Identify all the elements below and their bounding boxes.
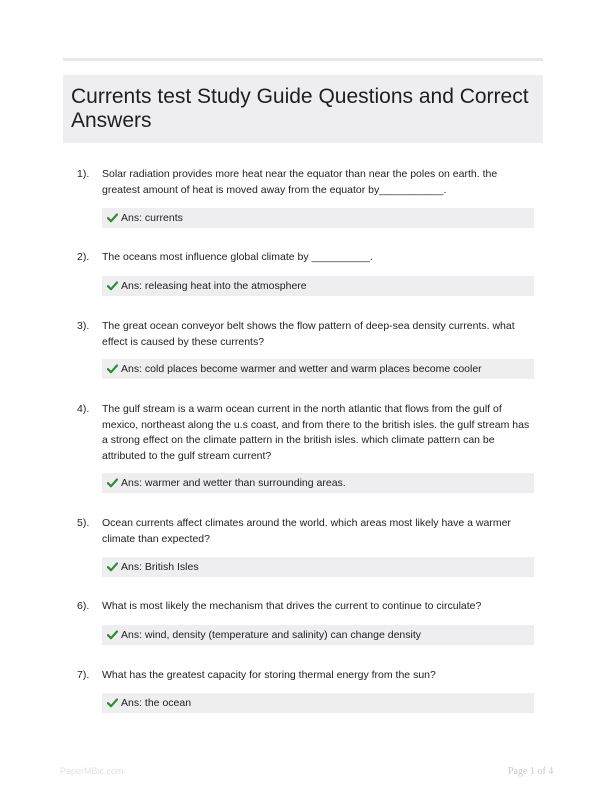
check-icon <box>107 698 118 708</box>
answer-box <box>102 473 534 493</box>
question-number: 2). <box>77 251 90 263</box>
question-number: 4). <box>77 403 90 415</box>
answer-text: Ans: the ocean <box>121 697 192 709</box>
question-number: 1). <box>77 168 90 180</box>
question-number: 3). <box>77 320 90 332</box>
answer-box <box>102 693 534 713</box>
page-indicator: Page 1 of 4 <box>508 766 554 777</box>
answer-text: Ans: currents <box>121 212 183 224</box>
question-text: The gulf stream is a warm ocean current in the north atlantic that flows from the gulf of mexico, northeast along the u.s coast, and from there to the british isles. the gulf stream has a strong effect on the climate pattern in the british isles. which climate pattern can be attributed to the gulf stream current? <box>102 403 530 462</box>
answer-text: Ans: warmer and wetter than surrounding areas. <box>121 477 346 489</box>
answer-text: Ans: releasing heat into the atmosphere <box>121 280 307 292</box>
check-icon <box>107 478 118 488</box>
document-title: Currents test Study Guide Questions and Correct Answers <box>71 85 529 132</box>
question-text: The great ocean conveyor belt shows the flow pattern of deep-sea density currents. what effect is caused by these currents? <box>102 320 515 348</box>
question-text: What has the greatest capacity for storing thermal energy from the sun? <box>102 669 436 681</box>
question-number: 6). <box>77 600 90 612</box>
answer-text: Ans: wind, density (temperature and salinity) can change density <box>121 629 421 641</box>
question-number: 7). <box>77 669 90 681</box>
question-text: Solar radiation provides more heat near the equator than near the poles on earth. the greatest amount of heat is moved away from the equator by___________. <box>102 168 498 196</box>
answer-box <box>102 208 534 228</box>
check-icon <box>107 630 118 640</box>
footer-site: PaperMBic.com <box>60 766 124 776</box>
answer-box <box>102 276 534 296</box>
question-text: The oceans most influence global climate by __________. <box>102 251 373 263</box>
question-text: What is most likely the mechanism that drives the current to continue to circulate? <box>102 600 482 612</box>
check-icon <box>107 364 118 374</box>
answer-box <box>102 557 534 577</box>
answer-box <box>102 625 534 645</box>
answer-text: Ans: cold places become warmer and wetter and warm places become cooler <box>121 363 482 375</box>
question-text: Ocean currents affect climates around the world. which areas most likely have a warmer climate than expected? <box>102 517 511 545</box>
answer-box <box>102 359 534 379</box>
title-banner <box>63 75 543 143</box>
question-number: 5). <box>77 517 90 529</box>
check-icon <box>107 281 118 291</box>
check-icon <box>107 562 118 572</box>
check-icon <box>107 213 118 223</box>
top-divider <box>63 58 543 61</box>
answer-text: Ans: British Isles <box>121 561 199 573</box>
